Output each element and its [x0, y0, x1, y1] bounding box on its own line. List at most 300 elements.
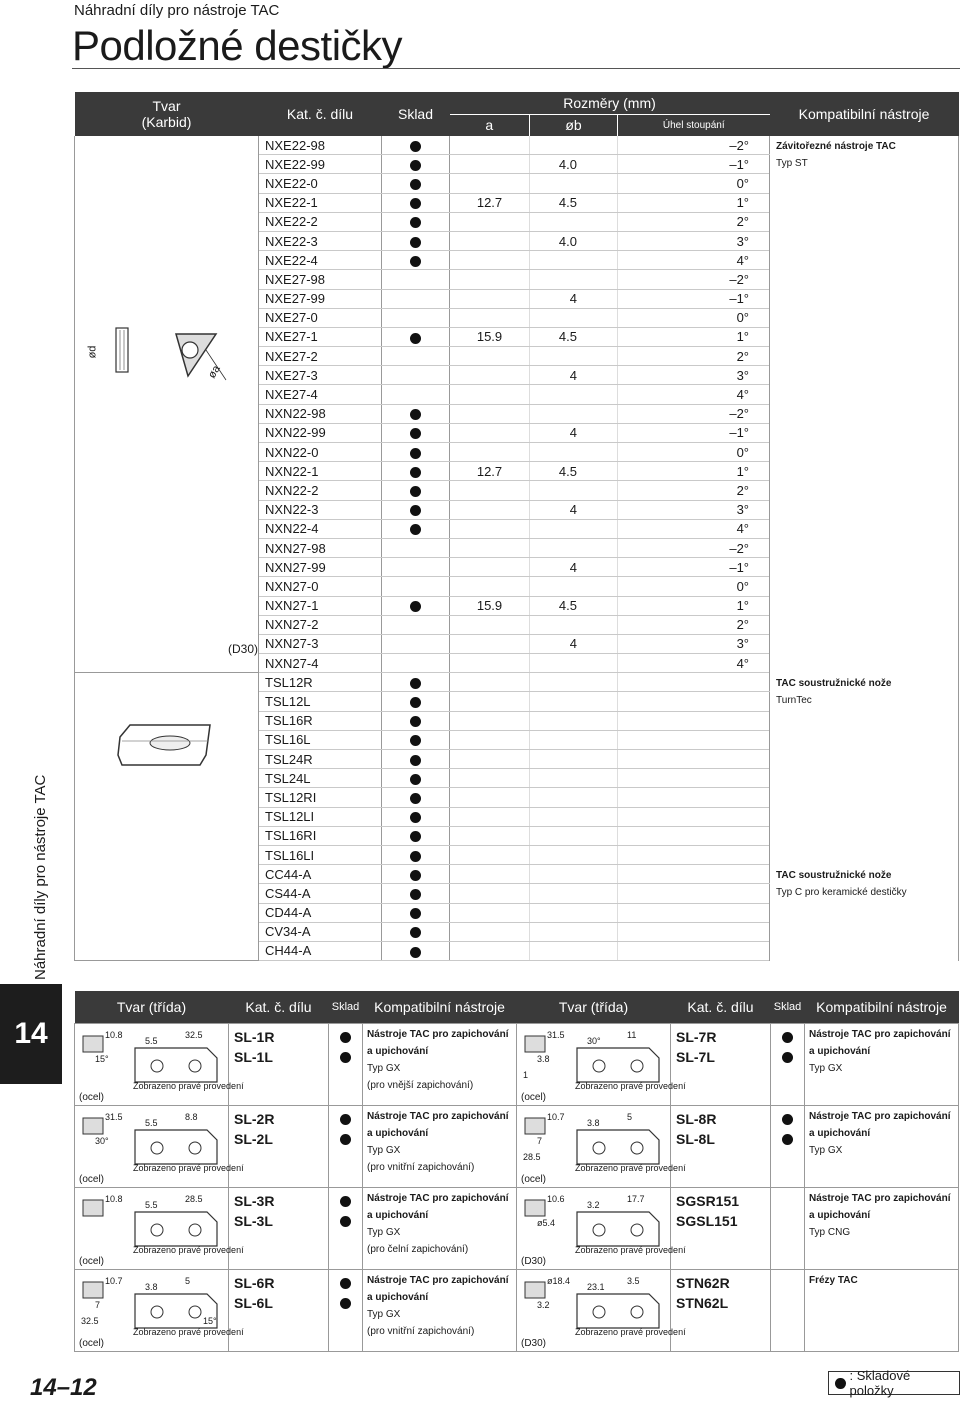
- stock-dot-icon: [410, 793, 421, 804]
- stock-cell: [382, 634, 450, 653]
- dimension-label: 10.6: [547, 1194, 565, 1204]
- dimension-label: 3.8: [537, 1054, 550, 1064]
- stock-dot-icon: [410, 755, 421, 766]
- stock-cell: [382, 941, 450, 960]
- dimension-label: 3.8: [145, 1282, 158, 1292]
- compat-line: Typ GX: [809, 1063, 843, 1074]
- stock-cell: [382, 769, 450, 788]
- tsl-shim-drawing: [110, 715, 220, 775]
- stock-cell: [382, 865, 450, 884]
- part-code: NXN27-3: [259, 634, 382, 653]
- stock-cell: [382, 730, 450, 749]
- part-code: NXN27-1: [259, 596, 382, 615]
- part-code: CV34-A: [259, 922, 382, 941]
- stock-cell: [382, 692, 450, 711]
- dim-a: [450, 730, 530, 749]
- compat-line: Nástroje TAC pro zapichování a upichování: [367, 1111, 509, 1139]
- stock-dot-icon: [410, 870, 421, 881]
- compat-group: [770, 673, 959, 865]
- stock-cell: [382, 807, 450, 826]
- shims-table: [74, 92, 959, 961]
- dimension-label: 10.7: [105, 1276, 123, 1286]
- compat-cell: [805, 1188, 959, 1270]
- col-angle: Úhel stoupání: [618, 114, 770, 136]
- dimension-label: 7: [537, 1136, 543, 1146]
- part-drawing-cell: [75, 1106, 244, 1188]
- dim-b: 4.5: [530, 596, 618, 615]
- part-code: TSL12R: [259, 673, 382, 692]
- page-title: Podložné destičky: [72, 22, 403, 69]
- part-code: SL-7R: [676, 1029, 717, 1045]
- lead-angle: [618, 750, 770, 769]
- material-label: (D30): [521, 1338, 547, 1349]
- part-code: NXN27-2: [259, 615, 382, 634]
- lead-angle: 1°: [618, 596, 770, 615]
- dim-a: 15.9: [450, 596, 530, 615]
- dim-b: [530, 251, 618, 270]
- lt-col-shape-right: Tvar (třída): [517, 991, 671, 1024]
- part-codes: [229, 1106, 329, 1188]
- dim-b: [530, 711, 618, 730]
- compat-title: TAC soustružnické nože: [776, 869, 892, 881]
- dim-a: [450, 519, 530, 538]
- material-label: (ocel): [79, 1092, 105, 1103]
- stock-cell: [771, 1106, 805, 1188]
- stock-legend: [828, 1368, 960, 1398]
- dim-a: [450, 826, 530, 845]
- dim-a: [450, 865, 530, 884]
- lead-angle: 2°: [618, 615, 770, 634]
- stock-dot-icon: [782, 1032, 793, 1043]
- shown-right-note: Zobrazeno pravé provedení: [575, 1081, 686, 1091]
- dim-a: [450, 903, 530, 922]
- lead-angle: [618, 865, 770, 884]
- part-code: STN62R: [676, 1275, 730, 1291]
- dimension-label: ø5.4: [537, 1218, 556, 1228]
- dimension-label: 31.5: [547, 1030, 565, 1040]
- dimension-label: 3.8: [587, 1118, 600, 1128]
- stock-dot-icon: [410, 716, 421, 727]
- dimension-label: 10.7: [547, 1112, 565, 1122]
- shown-right-note: Zobrazeno pravé provedení: [575, 1327, 686, 1337]
- stock-dot-icon: [410, 908, 421, 919]
- stock-dot-icon: [340, 1052, 351, 1063]
- dim-a: 15.9: [450, 327, 530, 346]
- stock-cell: [771, 1188, 805, 1270]
- dimension-label: 3.2: [587, 1200, 600, 1210]
- dim-b: [530, 692, 618, 711]
- stock-dot-icon: [410, 889, 421, 900]
- stock-cell: [382, 327, 450, 346]
- part-code: NXN22-4: [259, 519, 382, 538]
- grooving-row: [75, 1188, 959, 1270]
- lead-angle: 3°: [618, 231, 770, 250]
- stock-cell: [329, 1106, 363, 1188]
- dim-b: [530, 730, 618, 749]
- dim-b: [530, 136, 618, 155]
- stock-dot-icon: [410, 409, 421, 420]
- stock-dot-icon: [410, 467, 421, 478]
- stock-dot-icon: [410, 774, 421, 785]
- part-code: NXN22-2: [259, 481, 382, 500]
- compat-title: Závitořezné nástroje TAC: [776, 141, 896, 152]
- compat-group: [770, 136, 959, 673]
- part-code: NXN27-99: [259, 558, 382, 577]
- dim-b: [530, 212, 618, 231]
- part-code: NXE22-0: [259, 174, 382, 193]
- part-code: TSL16L: [259, 730, 382, 749]
- part-drawing-cell: [517, 1188, 686, 1270]
- stock-cell: [382, 577, 450, 596]
- stock-cell: [382, 538, 450, 557]
- part-code: NXN22-3: [259, 500, 382, 519]
- col-a: a: [450, 114, 530, 136]
- stock-dot-icon: [410, 697, 421, 708]
- compat-line: Typ CNG: [809, 1227, 851, 1238]
- stock-cell: [382, 385, 450, 404]
- stock-dot-icon: [340, 1298, 351, 1309]
- part-drawing-cell: [75, 1188, 244, 1270]
- stock-cell: [382, 788, 450, 807]
- shown-right-note: Zobrazeno pravé provedení: [133, 1081, 244, 1091]
- dimension-label: 3.5: [627, 1276, 640, 1286]
- part-code: SL-2R: [234, 1111, 275, 1127]
- material-label: (ocel): [521, 1174, 547, 1185]
- dim-b: [530, 654, 618, 673]
- part-code: NXE27-3: [259, 366, 382, 385]
- compat-cell: [363, 1188, 517, 1270]
- part-code: TSL16LI: [259, 845, 382, 864]
- lead-angle: 4°: [618, 251, 770, 270]
- part-code: NXN22-1: [259, 462, 382, 481]
- lead-angle: [618, 673, 770, 692]
- stock-dot-icon: [340, 1278, 351, 1289]
- dim-b: [530, 404, 618, 423]
- dimension-label: 5.5: [145, 1036, 158, 1046]
- compat-cell: [363, 1024, 517, 1106]
- nx-shim-drawing: [76, 320, 256, 400]
- dim-b: [530, 769, 618, 788]
- shown-right-note: Zobrazeno pravé provedení: [133, 1327, 244, 1337]
- lead-angle: 1°: [618, 327, 770, 346]
- lead-angle: 2°: [618, 481, 770, 500]
- stock-dot-icon: [340, 1032, 351, 1043]
- stock-cell: [382, 423, 450, 442]
- lead-angle: [618, 922, 770, 941]
- part-code: CD44-A: [259, 903, 382, 922]
- compat-line: Typ GX: [367, 1309, 401, 1320]
- dim-b: [530, 865, 618, 884]
- lead-angle: 4°: [618, 654, 770, 673]
- lead-angle: [618, 692, 770, 711]
- lt-col-code-right: Kat. č. dílu: [671, 991, 771, 1024]
- lt-col-compat-right: Kompatibilní nástroje: [805, 991, 959, 1024]
- dim-b: [530, 673, 618, 692]
- dim-a: [450, 174, 530, 193]
- dimension-label: 5.5: [145, 1200, 158, 1210]
- part-code: TSL24R: [259, 750, 382, 769]
- part-codes: [229, 1188, 329, 1270]
- col-stock: Sklad: [382, 92, 450, 136]
- dim-a: [450, 750, 530, 769]
- compat-line: Typ GX: [367, 1145, 401, 1156]
- dim-a: [450, 634, 530, 653]
- lead-angle: 2°: [618, 212, 770, 231]
- part-codes: [671, 1106, 771, 1188]
- lead-angle: [618, 769, 770, 788]
- stock-cell: [382, 155, 450, 174]
- stock-dot-icon: [410, 601, 421, 612]
- lead-angle: –2°: [618, 538, 770, 557]
- dim-a: [450, 941, 530, 960]
- compat-line: (pro vnitřní zapichování): [367, 1162, 475, 1173]
- compat-line: Typ GX: [809, 1145, 843, 1156]
- part-code: TSL12L: [259, 692, 382, 711]
- lead-angle: 3°: [618, 366, 770, 385]
- dim-b: [530, 845, 618, 864]
- dimension-label: 28.5: [523, 1152, 541, 1162]
- stock-cell: [382, 519, 450, 538]
- lead-angle: –1°: [618, 155, 770, 174]
- dim-a: [450, 922, 530, 941]
- compat-line: Nástroje TAC pro zapichování a upichování: [809, 1193, 951, 1221]
- dim-b: [530, 788, 618, 807]
- part-code: SL-7L: [676, 1049, 715, 1065]
- stock-cell: [382, 558, 450, 577]
- d30-label: (D30): [228, 642, 259, 656]
- stock-cell: [771, 1024, 805, 1106]
- stock-dot-icon: [410, 486, 421, 497]
- lead-angle: 2°: [618, 347, 770, 366]
- compat-line: Nástroje TAC pro zapichování a upichování: [367, 1193, 509, 1221]
- lead-angle: –2°: [618, 404, 770, 423]
- stock-cell: [382, 404, 450, 423]
- lt-col-code-left: Kat. č. dílu: [229, 991, 329, 1024]
- stock-dot-icon: [410, 851, 421, 862]
- stock-dot-icon: [410, 831, 421, 842]
- part-code: NXE22-98: [259, 136, 382, 155]
- dim-a: [450, 884, 530, 903]
- stock-cell: [382, 884, 450, 903]
- dim-b: [530, 615, 618, 634]
- shown-right-note: Zobrazeno pravé provedení: [575, 1163, 686, 1173]
- part-code: SL-8L: [676, 1131, 715, 1147]
- lt-col-stock-left: Sklad: [329, 991, 363, 1024]
- stock-cell: [382, 308, 450, 327]
- part-code: TSL16RI: [259, 826, 382, 845]
- dim-b: 4: [530, 423, 618, 442]
- dim-b: [530, 750, 618, 769]
- part-code: NXE22-4: [259, 251, 382, 270]
- part-code: STN62L: [676, 1295, 729, 1311]
- part-code: SL-1L: [234, 1049, 273, 1065]
- dim-a: [450, 308, 530, 327]
- lead-angle: [618, 826, 770, 845]
- stock-cell: [382, 673, 450, 692]
- lead-angle: [618, 903, 770, 922]
- part-code: NXN27-0: [259, 577, 382, 596]
- compat-cell: [363, 1106, 517, 1188]
- part-code: SGSR151: [676, 1193, 740, 1209]
- lead-angle: 3°: [618, 500, 770, 519]
- part-code: NXE27-4: [259, 385, 382, 404]
- lead-angle: –2°: [618, 136, 770, 155]
- dim-a: [450, 231, 530, 250]
- compat-line: (pro vnější zapichování): [367, 1080, 474, 1091]
- part-code: NXN27-98: [259, 538, 382, 557]
- compat-sub: Typ C pro keramické destičky: [776, 886, 907, 898]
- lead-angle: –1°: [618, 423, 770, 442]
- dim-b: 4: [530, 634, 618, 653]
- dim-a: [450, 481, 530, 500]
- compat-line: (pro čelní zapichování): [367, 1244, 469, 1255]
- part-codes: [671, 1270, 771, 1352]
- material-label: (D30): [521, 1256, 547, 1267]
- dim-b: [530, 807, 618, 826]
- lead-angle: 0°: [618, 308, 770, 327]
- dim-b: [530, 308, 618, 327]
- dim-a: [450, 788, 530, 807]
- stock-dot-icon: [410, 524, 421, 535]
- dimension-label: 15°: [203, 1316, 217, 1326]
- lead-angle: –1°: [618, 558, 770, 577]
- dim-a: [450, 443, 530, 462]
- stock-cell: [382, 615, 450, 634]
- lead-angle: –1°: [618, 289, 770, 308]
- stock-cell: [382, 596, 450, 615]
- dim-b: 4.5: [530, 462, 618, 481]
- part-code: SL-3R: [234, 1193, 275, 1209]
- dim-b: 4.0: [530, 155, 618, 174]
- dim-a: [450, 807, 530, 826]
- compat-line: Frézy TAC: [809, 1275, 858, 1286]
- stock-dot-icon: [782, 1052, 793, 1063]
- dim-b: [530, 903, 618, 922]
- col-compat: Kompatibilní nástroje: [770, 92, 959, 136]
- side-label: Náhradní díly pro nástroje TAC: [32, 774, 49, 980]
- lead-angle: [618, 788, 770, 807]
- dimension-label: 5: [627, 1112, 633, 1122]
- stock-dot-icon: [410, 927, 421, 938]
- part-code: NXN22-99: [259, 423, 382, 442]
- dim-a: [450, 692, 530, 711]
- dim-b: 4: [530, 366, 618, 385]
- dim-a: [450, 423, 530, 442]
- stock-dot-icon: [410, 678, 421, 689]
- compat-line: Typ GX: [367, 1227, 401, 1238]
- stock-dot-icon: [340, 1134, 351, 1145]
- dim-a: [450, 577, 530, 596]
- dim-b: [530, 347, 618, 366]
- dimension-label: 1: [523, 1070, 529, 1080]
- stock-dot-icon: [410, 448, 421, 459]
- dim-b: [530, 443, 618, 462]
- shim-hole: [182, 342, 198, 358]
- dim-b: [530, 826, 618, 845]
- dim-b: [530, 922, 618, 941]
- dim-b: [530, 519, 618, 538]
- stock-cell: [382, 922, 450, 941]
- lead-angle: 1°: [618, 462, 770, 481]
- stock-cell: [382, 481, 450, 500]
- dim-a: [450, 538, 530, 557]
- stock-cell: [382, 231, 450, 250]
- compat-line: Nástroje TAC pro zapichování a upichování: [367, 1029, 509, 1057]
- part-code: NXE27-99: [259, 289, 382, 308]
- dimension-label: 10.8: [105, 1030, 123, 1040]
- shim-side-view: [116, 328, 128, 372]
- part-code: SL-6L: [234, 1295, 273, 1311]
- stock-cell: [382, 212, 450, 231]
- dim-b: [530, 385, 618, 404]
- dim-a: [450, 654, 530, 673]
- stock-cell: [382, 500, 450, 519]
- dim-a: [450, 845, 530, 864]
- compat-sub: TurnTec: [776, 694, 812, 706]
- dimension-label: 8.8: [185, 1112, 198, 1122]
- stock-cell: [382, 826, 450, 845]
- part-code: NXE22-99: [259, 155, 382, 174]
- dimension-label: 28.5: [185, 1194, 203, 1204]
- lt-col-shape-left: Tvar (třída): [75, 991, 229, 1024]
- dim-a: 12.7: [450, 193, 530, 212]
- compat-line: Nástroje TAC pro zapichování a upichování: [809, 1111, 951, 1139]
- part-code: SL-1R: [234, 1029, 275, 1045]
- dimension-label: 30°: [95, 1136, 109, 1146]
- compat-group: [770, 865, 959, 961]
- part-drawing-cell: [517, 1024, 686, 1106]
- stock-dot-icon: [782, 1114, 793, 1125]
- dim-a: [450, 136, 530, 155]
- dim-a: [450, 404, 530, 423]
- shape-cell-nx: [75, 136, 259, 673]
- compat-cell: [805, 1270, 959, 1352]
- stock-dot-icon: [410, 735, 421, 746]
- part-code: NXN27-4: [259, 654, 382, 673]
- part-code: SL-2L: [234, 1131, 273, 1147]
- stock-dot-icon: [340, 1196, 351, 1207]
- stock-dot-icon: [835, 1378, 846, 1389]
- dimension-label: 31.5: [105, 1112, 123, 1122]
- stock-cell: [382, 193, 450, 212]
- part-code: TSL12RI: [259, 788, 382, 807]
- lead-angle: [618, 941, 770, 960]
- part-code: NXE27-0: [259, 308, 382, 327]
- dim-a: [450, 711, 530, 730]
- dim-a: [450, 155, 530, 174]
- part-code: NXE22-2: [259, 212, 382, 231]
- dimension-label: 15°: [95, 1054, 109, 1064]
- dim-b: 4: [530, 289, 618, 308]
- lead-angle: [618, 730, 770, 749]
- lead-angle: 1°: [618, 193, 770, 212]
- stock-dot-icon: [410, 141, 421, 152]
- dim-b: [530, 941, 618, 960]
- stock-cell: [382, 903, 450, 922]
- part-code: TSL24L: [259, 769, 382, 788]
- part-code: TSL16R: [259, 711, 382, 730]
- stock-dot-icon: [340, 1216, 351, 1227]
- stock-cell: [382, 711, 450, 730]
- compat-line: Nástroje TAC pro zapichování a upichování: [809, 1029, 951, 1057]
- lead-angle: [618, 807, 770, 826]
- dim-b: [530, 174, 618, 193]
- dimension-label: 32.5: [81, 1316, 99, 1326]
- stock-dot-icon: [410, 812, 421, 823]
- part-code: SGSL151: [676, 1213, 738, 1229]
- lead-angle: –2°: [618, 270, 770, 289]
- grooving-row: [75, 1270, 959, 1352]
